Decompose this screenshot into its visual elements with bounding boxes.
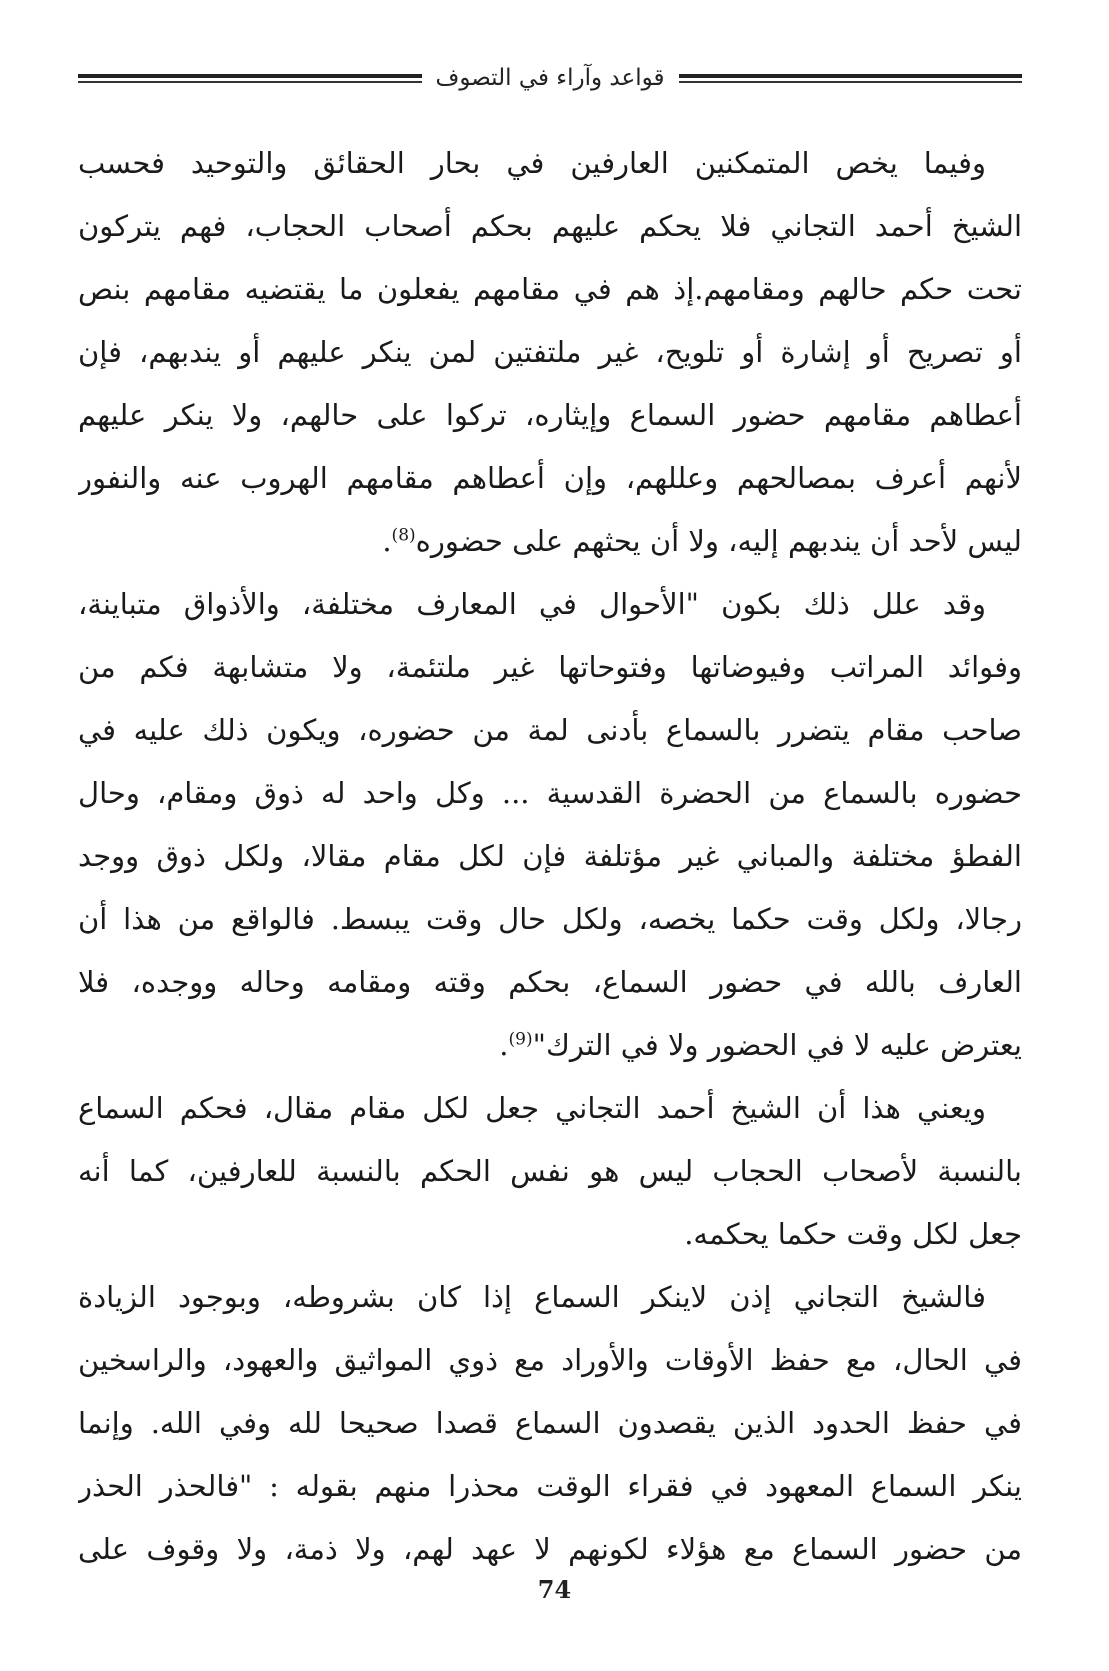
text-line: بالنسبة لأصحاب الحجاب ليس هو نفس الحكم بالنسبة للعارفين، كما أنه bbox=[78, 1154, 1022, 1188]
sentence-end: . bbox=[499, 1028, 509, 1062]
text-line: حضوره بالسماع من الحضرة القدسية ... وكل واحد له ذوق ومقام، وحال bbox=[78, 776, 1022, 810]
sentence-end: . bbox=[382, 524, 392, 558]
text-line: في حفظ الحدود الذين يقصدون السماع قصدا صحيحا لله وفي الله. وإنما bbox=[78, 1406, 1022, 1440]
text-line: الشيخ أحمد التجاني فلا يحكم عليهم بحكم أصحاب الحجاب، فهم يتركون bbox=[78, 209, 1022, 243]
page-number: 74 bbox=[537, 1575, 572, 1604]
text-line: تحت حكم حالهم ومقامهم.إذ هم في مقامهم يفعلون ما يقتضيه مقامهم بنص bbox=[78, 272, 1022, 306]
header-title: قواعد وآراء في التصوف bbox=[435, 65, 665, 91]
text-line: صاحب مقام يتضرر بالسماع بأدنى لمة من حضوره، ويكون ذلك عليه في bbox=[78, 713, 1022, 747]
header-rule-left bbox=[78, 74, 422, 83]
footnote-ref: (9) bbox=[508, 1029, 533, 1050]
footnote-ref: (8) bbox=[391, 525, 416, 546]
text-line: أعطاهم مقامهم حضور السماع وإيثاره، تركوا على حالهم، ولا ينكر عليهم bbox=[78, 398, 1022, 432]
text-line: ينكر السماع المعهود في فقراء الوقت محذرا منهم بقوله : "فالحذر الحذر bbox=[78, 1469, 1022, 1503]
text-line bbox=[78, 510, 1022, 573]
text-line: من حضور السماع مع هؤلاء لكونهم لا عهد لهم، ولا ذمة، ولا وقوف على bbox=[78, 1532, 1022, 1566]
text-line: وقد علل ذلك بكون "الأحوال في المعارف مختلفة، والأذواق متباينة، bbox=[78, 587, 986, 621]
text-line: وفوائد المراتب وفيوضاتها وفتوحاتها غير ملتئمة، ولا متشابهة فكم من bbox=[78, 650, 1022, 684]
text-line: في الحال، مع حفظ الأوقات والأوراد مع ذوي المواثيق والعهود، والراسخين bbox=[78, 1343, 1022, 1377]
text-line: ويعني هذا أن الشيخ أحمد التجاني جعل لكل مقام مقال، فحكم السماع bbox=[78, 1091, 986, 1125]
text-line: أو تصريح أو إشارة أو تلويح، غير ملتفتين لمن ينكر عليهم أو يندبهم، فإن bbox=[78, 335, 1022, 369]
text-line: الفطؤ مختلفة والمباني غير مؤتلفة فإن لكل مقام مقالا، ولكل ذوق ووجد bbox=[78, 839, 1022, 873]
text-line: لأنهم أعرف بمصالحهم وعللهم، وإن أعطاهم مقامهم الهروب عنه والنفور bbox=[78, 461, 1022, 495]
text-line: فالشيخ التجاني إذن لاينكر السماع إذا كان بشروطه، وبوجود الزيادة bbox=[78, 1280, 986, 1314]
text-line: العارف بالله في حضور السماع، بحكم وقته ومقامه وحاله ووجده، فلا bbox=[78, 965, 1022, 999]
line-text: ليس لأحد أن يندبهم إليه، ولا أن يحثهم على حضوره bbox=[415, 524, 1022, 558]
running-header bbox=[78, 58, 1022, 98]
header-rule-right bbox=[679, 74, 1023, 83]
page-body bbox=[78, 132, 1022, 1581]
text-line: جعل لكل وقت حكما يحكمه. bbox=[684, 1217, 1022, 1251]
text-line: رجالا، ولكل وقت حكما يخصه، ولكل حال وقت يبسط. فالواقع من هذا أن bbox=[78, 902, 1022, 936]
line-text: يعترض عليه لا في الحضور ولا في الترك" bbox=[532, 1028, 1022, 1062]
text-line bbox=[78, 1014, 1022, 1077]
text-line: وفيما يخص المتمكنين العارفين في بحار الحقائق والتوحيد فحسب bbox=[78, 146, 986, 180]
